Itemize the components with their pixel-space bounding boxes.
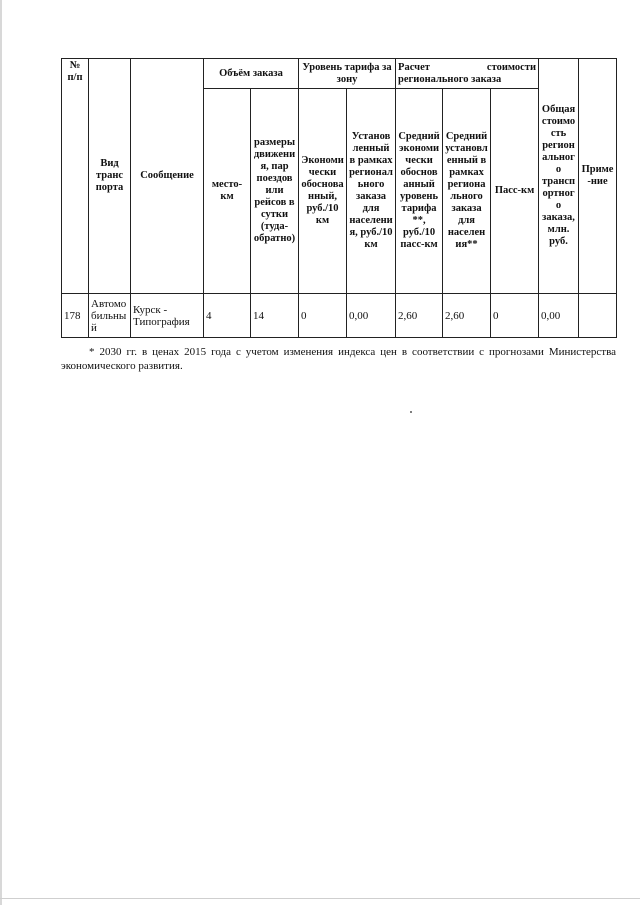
header-pass-km: Пасс-км bbox=[491, 89, 539, 294]
header-avg-econ-tariff: Средний экономически обоснованный уровень тарифа **, руб./10 пасс-км bbox=[396, 89, 443, 294]
header-traffic-size: размеры движения, пар поездов или рейсов в сутки (туда-обратно) bbox=[251, 89, 299, 294]
page-edge bbox=[0, 0, 2, 905]
scan-speck bbox=[410, 411, 412, 413]
header-route: Сообщение bbox=[131, 59, 204, 294]
cell-transport-type: Автомобильный bbox=[89, 294, 131, 338]
header-set-tariff: Установленный в рамках регионального заказа для населения, руб./10 км bbox=[347, 89, 396, 294]
cell-pass-km: 0 bbox=[491, 294, 539, 338]
cell-seat-km: 4 bbox=[204, 294, 251, 338]
cell-avg-set-tariff: 2,60 bbox=[443, 294, 491, 338]
header-econ-tariff: Экономически обоснованный, руб./10 км bbox=[299, 89, 347, 294]
cell-route: Курск - Типография bbox=[131, 294, 204, 338]
header-avg-set-tariff: Средний установленный в рамках регионального заказа для населения** bbox=[443, 89, 491, 294]
header-cost-calculation: Расчет стоимости регионального заказа bbox=[396, 59, 539, 89]
header-transport-type: Вид транс порта bbox=[89, 59, 131, 294]
footnote: * 2030 гг. в ценах 2015 года с учетом изменения индекса цен в соответствии с прогнозами Министерства экономического развития. bbox=[61, 346, 616, 372]
cell-econ-tariff: 0 bbox=[299, 294, 347, 338]
cell-avg-econ-tariff: 2,60 bbox=[396, 294, 443, 338]
header-note: Приме-ние bbox=[579, 59, 617, 294]
page-edge bbox=[0, 898, 640, 899]
header-tariff-level: Уровень тарифа за зону bbox=[299, 59, 396, 89]
cell-note bbox=[579, 294, 617, 338]
table-row bbox=[62, 294, 617, 338]
header-seat-km: место-км bbox=[204, 89, 251, 294]
cell-traffic-size: 14 bbox=[251, 294, 299, 338]
regional-order-table bbox=[61, 58, 617, 338]
header-num: № п/п bbox=[62, 59, 89, 294]
cell-set-tariff: 0,00 bbox=[347, 294, 396, 338]
header-total-cost: Общая стоимость регионального транспортного заказа, млн. руб. bbox=[539, 59, 579, 294]
cell-total-cost: 0,00 bbox=[539, 294, 579, 338]
cell-num: 178 bbox=[62, 294, 89, 338]
header-order-volume: Объём заказа bbox=[204, 59, 299, 89]
